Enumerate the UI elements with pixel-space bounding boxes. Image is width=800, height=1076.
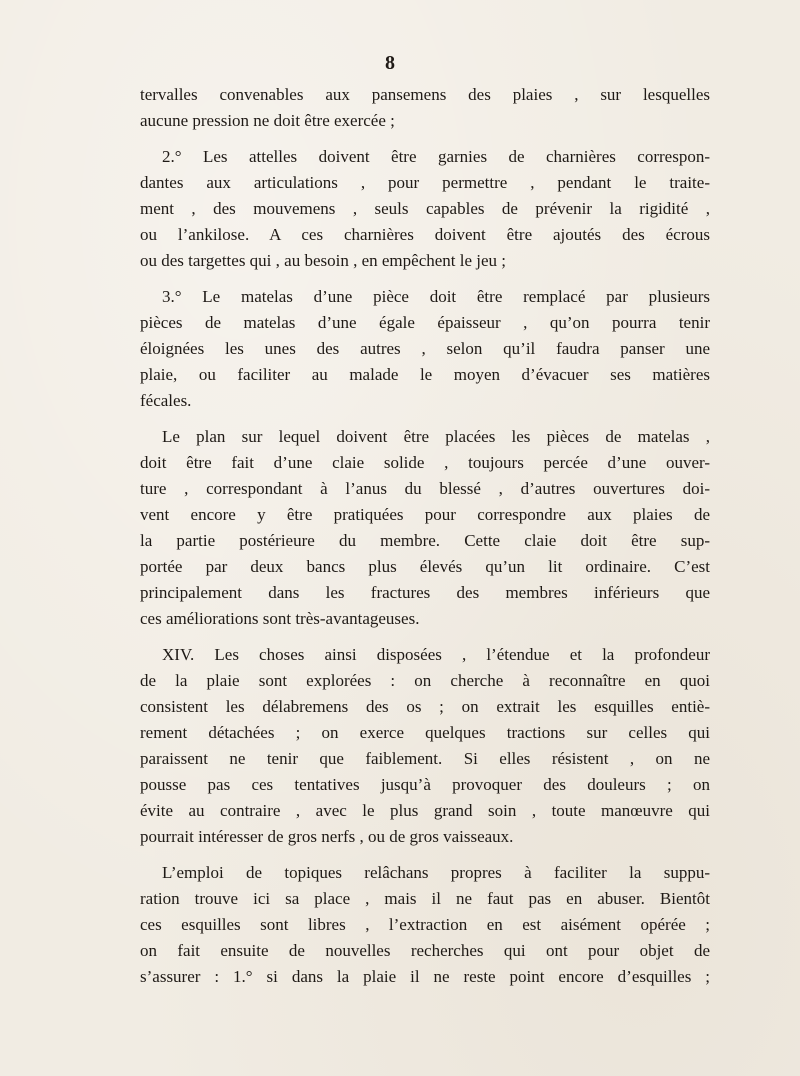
text-line: ration trouve ici sa place , mais il ne faut pas en abuser. Bientôt [140,889,710,908]
text-line: aucune pression ne doit être exercée ; [140,111,395,130]
text-line: ou des targettes qui , au besoin , en empêchent le jeu ; [140,251,507,270]
text-line: Le plan sur lequel doivent être placées les pièces de matelas , [162,427,710,446]
text-line: de la plaie sont explorées : on cherche à reconnaître en quoi [140,671,710,690]
text-line: éloignées les unes des autres , selon qu’il faudra panser une [140,339,710,358]
text-line: tervalles convenables aux pansemens des plaies , sur lesquelles [140,85,710,104]
text-line: L’emploi de topiques relâchans propres à faciliter la suppu- [162,863,710,882]
paragraph [140,860,710,990]
paragraph [140,424,710,632]
text-line: 2.° Les attelles doivent être garnies de charnières correspon- [162,147,710,166]
text-line: plaie, ou faciliter au malade le moyen d’évacuer ses matières [140,365,710,384]
text-line: s’assurer : 1.° si dans la plaie il ne reste point encore d’esquilles ; [140,967,710,986]
text-line: ture , correspondant à l’anus du blessé , d’autres ouvertures doi- [140,479,710,498]
text-line: dantes aux articulations , pour permettre , pendant le traite- [140,173,710,192]
text-line: fécales. [140,391,192,410]
text-line: rement détachées ; on exerce quelques tractions sur celles qui [140,723,710,742]
paragraph-gap [140,134,710,144]
text-line: la partie postérieure du membre. Cette claie doit être sup- [140,531,710,550]
text-line: ces améliorations sont très-avantageuses. [140,609,420,628]
text-line: portée par deux bancs plus élevés qu’un lit ordinaire. C’est [140,557,710,576]
paragraph [140,284,710,414]
text-line: 3.° Le matelas d’une pièce doit être remplacé par plusieurs [162,287,710,306]
text-line: principalement dans les fractures des membres inférieurs que [140,583,710,602]
paragraph-gap [140,850,710,860]
body-text [140,82,710,990]
text-line: ou l’ankilose. A ces charnières doivent être ajoutés des écrous [140,225,710,244]
text-line: pièces de matelas d’une égale épaisseur , qu’on pourra tenir [140,313,710,332]
text-line: paraissent ne tenir que faiblement. Si elles résistent , on ne [140,749,710,768]
text-line: consistent les délabremens des os ; on extrait les esquilles entiè- [140,697,710,716]
paragraph-gap [140,274,710,284]
text-line: évite au contraire , avec le plus grand soin , toute manœuvre qui [140,801,710,820]
text-line: pourrait intéresser de gros nerfs , ou de gros vaisseaux. [140,827,514,846]
page-number: 8 [385,52,395,74]
text-line: on fait ensuite de nouvelles recherches qui ont pour objet de [140,941,710,960]
text-line: doit être fait d’une claie solide , toujours percée d’une ouver- [140,453,710,472]
text-line: XIV. Les choses ainsi disposées , l’étendue et la profondeur [162,645,710,664]
text-line: pousse pas ces tentatives jusqu’à provoquer des douleurs ; on [140,775,710,794]
text-line: vent encore y être pratiquées pour correspondre aux plaies de [140,505,710,524]
paragraph-gap [140,414,710,424]
paragraph-gap [140,632,710,642]
text-line: ces esquilles sont libres , l’extraction en est aisément opérée ; [140,915,710,934]
paragraph [140,144,710,274]
paragraph [140,642,710,850]
paragraph [140,82,710,134]
text-line: ment , des mouvemens , seuls capables de prévenir la rigidité , [140,199,710,218]
